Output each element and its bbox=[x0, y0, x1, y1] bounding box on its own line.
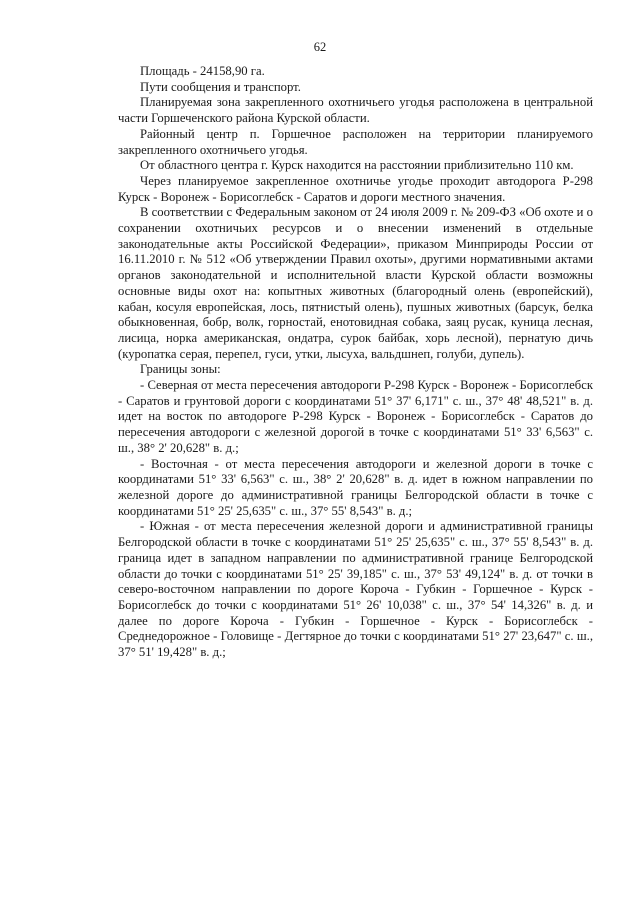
east-border-paragraph: - Восточная - от места пересечения автодороги и железной дороги в точке с координатами 51° 33' 6,563" с. ш., 38° 2' 20,628" в. д. идет в южном направлении по железной дороге до административной границы Белгородской области в точке с координатами 51° 25' 25,635" с. ш., 37° 55' 8,543" в. д.; bbox=[118, 456, 593, 518]
area-paragraph: Площадь - 24158,90 га. bbox=[140, 64, 265, 78]
location-paragraph: Планируемая зона закрепленного охотничьего угодья расположена в центральной части Горшеченского района Курской области. bbox=[118, 95, 593, 126]
distance-paragraph: От областного центра г. Курск находится на расстоянии приблизительно 110 км. bbox=[140, 158, 574, 173]
document-body bbox=[118, 64, 593, 661]
transport-heading: Пути сообщения и транспорт. bbox=[140, 79, 301, 94]
page-number: 62 bbox=[313, 40, 327, 54]
north-border-paragraph: - Северная от места пересечения автодороги Р-298 Курск - Воронеж - Борисоглебск - Саратов и грунтовой дороги с координатами 51° 37' 6,171" с. ш., 37° 48' 48,521" в. д. идет на восток по автодороге Р-298 Курск - Воронеж - Борисоглебск - Саратов до пересечения автодороги с железной дорогой в точке с координатами 51° 33' 6,563" с. ш., 38° 2' 20,628" в. д.; bbox=[118, 378, 593, 455]
hunting-law-paragraph: В соответствии с Федеральным законом от 24 июля 2009 г. № 209-ФЗ «Об охоте и о сохранении охотничьих ресурсов и о внесении изменений в отдельные законодательные акты Российской Федерации», приказом Минприроды России от 16.11.2010 г. № 512 «Об утверждении Правил охоты», другими нормативными актами органов законодательной и исполнительной власти Курской области возможны основные виды охот на: копытных животных (благородный олень (европейский), кабан, косуля европейская, лось, пятнистый олень), пушных животных (барсук, белка обыкновенная, бобр, волк, горностай, енотовидная собака, заяц русак, куница лесная, лисица, норка американская, ондатра, сурок байбак, хорь лесной), пернатую дичь (куропатка серая, перепел, гуси, утки, лысуха, вальдшнеп, голуби, дупель). bbox=[118, 205, 593, 361]
roads-paragraph: Через планируемое закрепленное охотничье угодье проходит автодорога Р-298 Курск - Воронеж - Борисоглебск - Саратов и дороги местного значения. bbox=[118, 173, 593, 204]
district-center-paragraph: Районный центр п. Горшечное расположен на территории планируемого закрепленного охотничьего угодья. bbox=[118, 126, 593, 157]
borders-heading: Границы зоны: bbox=[140, 362, 221, 377]
south-border-paragraph: - Южная - от места пересечения железной дороги и административной границы Белгородской области в точке с координатами 51° 25' 25,635" с. ш., 37° 55' 8,543" в. д. граница идет в западном направлении по административной границе Белгородской области до точки с координатами 51° 25' 39,185" с. ш., 37° 53' 49,124" в. д. от точки в северо-восточном направлении по дороге Короча - Губкин - Горшечное - Курск - Борисоглебск до точки с координатами 51° 26' 10,038" с. ш., 37° 54' 14,326" в. д. и далее по дороге Короча - Губкин - Горшечное - Курск - Борисоглебск - Среднедорожное - Головище - Дегтярное до точки с координатами 51° 27' 23,647" с. ш., 37° 51' 19,428" в. д.; bbox=[118, 519, 593, 660]
